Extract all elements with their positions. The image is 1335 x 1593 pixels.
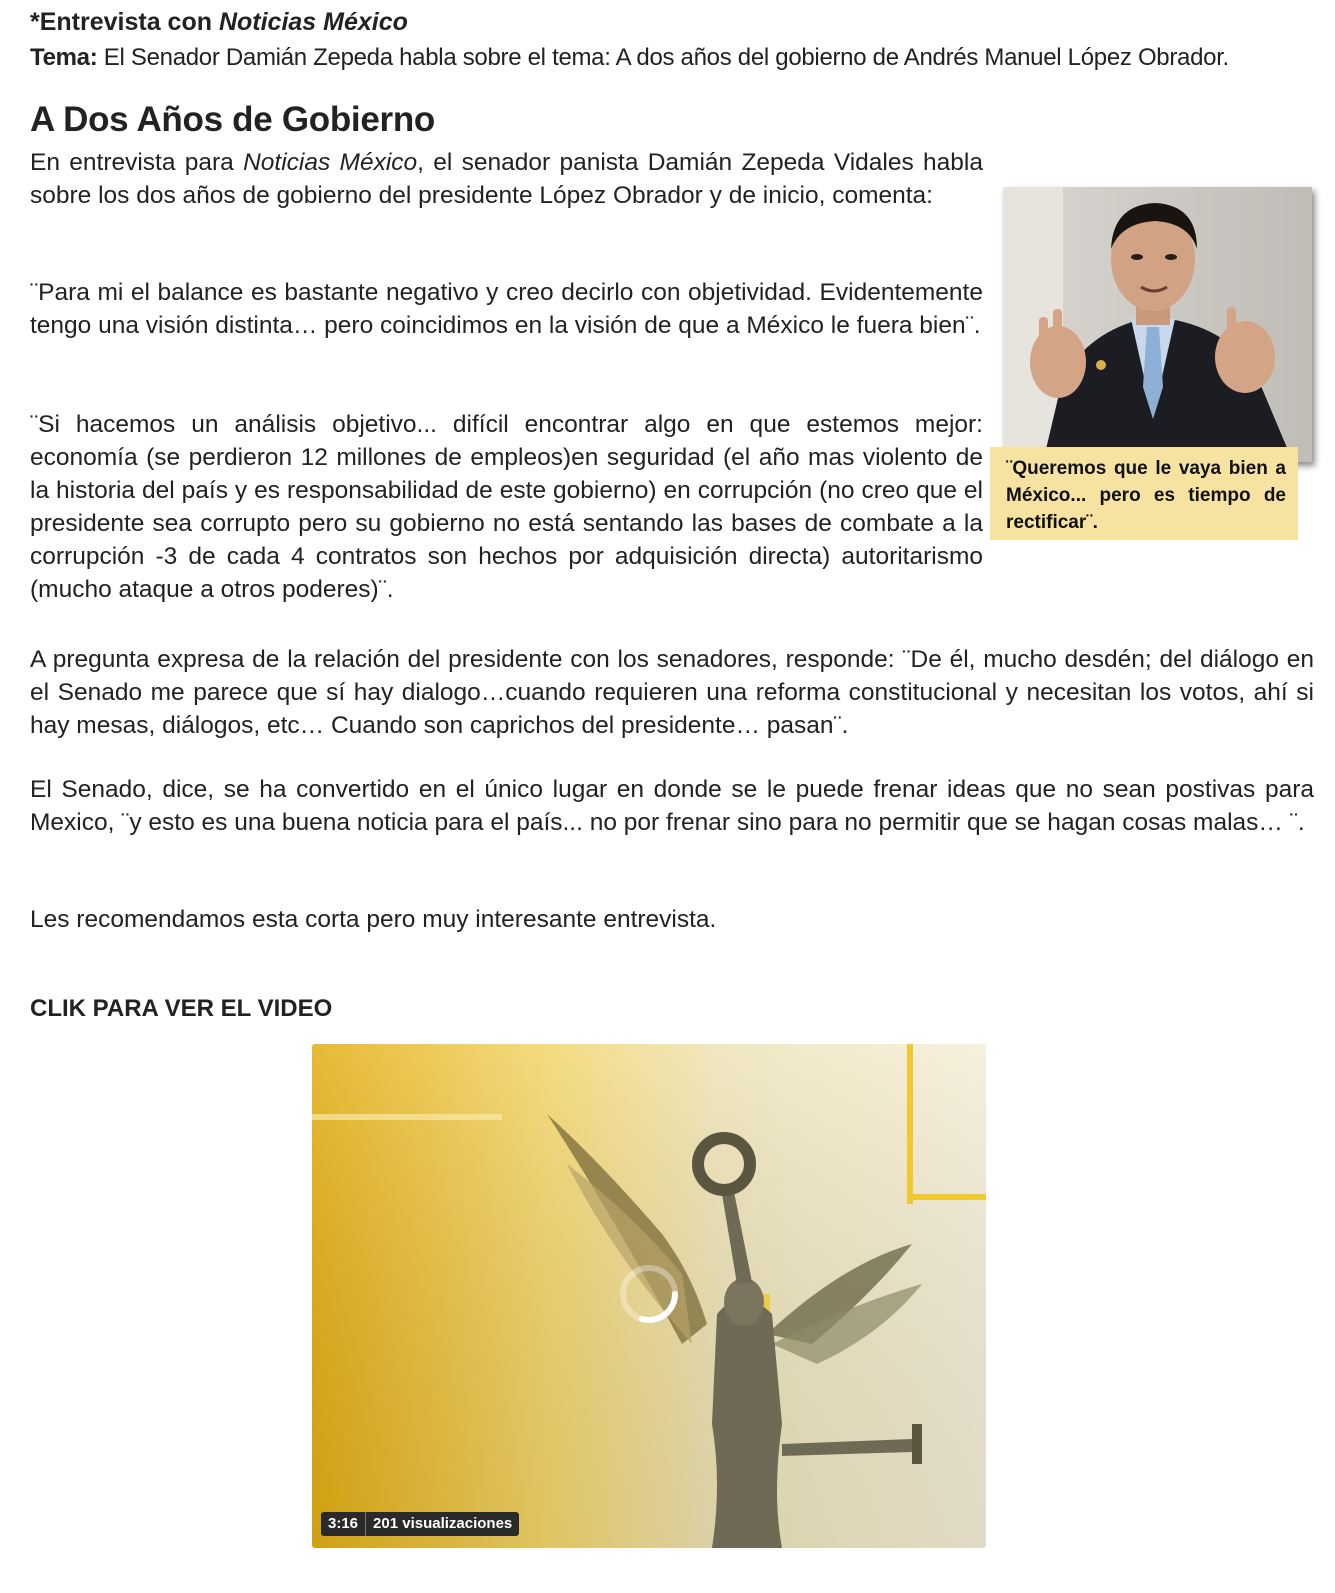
topic-line — [30, 44, 1229, 72]
video-duration: 3:16 — [328, 1515, 359, 1532]
senators-paragraph: A pregunta expresa de la relación del presidente con los senadores, responde: ¨De él, mucho desdén; del diálogo en el Senado me parece que sí hay dialogo…cuando requieren una reforma constitucional y necesitan los votos, ahí si hay mesas, diálogos, etc… Cuando son caprichos del presidente… pasan¨. — [30, 646, 1314, 739]
topic-label: Tema: — [30, 44, 98, 71]
article-title: A Dos Años de Gobierno — [30, 100, 435, 139]
quote-paragraph-2: ¨Si hacemos un análisis objetivo... difícil encontrar algo en que estemos mejor: economía (se perdieron 12 millones de empleos)en seguridad (el año mas violento de la historia del país y es responsabilidad de este gobierno) en corrupción (no creo que el presidente sea corrupto pero su gobierno no está sentando las bases de combate a la corrupción -3 de cada 4 contratos son hechos por adquisición directa) autoritarismo (mucho ataque a otros poderes)¨. — [30, 411, 983, 603]
quote-paragraph-1: ¨Para mi el balance es bastante negativo y creo decirlo con objetividad. Evidentemente tengo una visión distinta… pero coincidimos en la visión de que a México le fuera bien¨. — [30, 279, 983, 339]
intro-outlet: Noticias México — [243, 149, 418, 176]
video-thumbnail — [312, 1044, 986, 1548]
topic-text: El Senador Damián Zepeda habla sobre el tema: A dos años del gobierno de Andrés Manuel López Obrador. — [97, 44, 1229, 71]
header-outlet: Noticias México — [218, 8, 408, 36]
intro-text-b: , el senador panista Damián Zepeda Vidales habla sobre los dos años de gobierno del presidente López Obrador y de inicio, comenta: — [30, 149, 983, 209]
interview-header — [30, 8, 408, 37]
recommendation-paragraph: Les recomendamos esta corta pero muy interesante entrevista. — [30, 906, 717, 933]
senate-paragraph: El Senado, dice, se ha convertido en el único lugar en donde se le puede frenar ideas que no sean postivas para Mexico, ¨y esto es una buena noticia para el país... no por frenar sino para no permitir que se hagan cosas malas… ¨. — [30, 776, 1314, 836]
photo-caption: ¨Queremos que le vaya bien a México... pero es tiempo de rectificar¨. — [990, 447, 1298, 540]
senator-illustration — [1003, 187, 1312, 462]
intro-text-a: En entrevista para — [30, 149, 244, 176]
video-stats-badge — [321, 1512, 519, 1536]
intro-paragraph — [30, 146, 983, 212]
watch-video-link[interactable]: CLIK PARA VER EL VIDEO — [30, 995, 333, 1022]
video-player[interactable] — [312, 1044, 986, 1548]
video-views: 201 visualizaciones — [373, 1515, 513, 1532]
senator-photo — [1003, 187, 1312, 462]
header-prefix: *Entrevista con — [30, 8, 219, 36]
